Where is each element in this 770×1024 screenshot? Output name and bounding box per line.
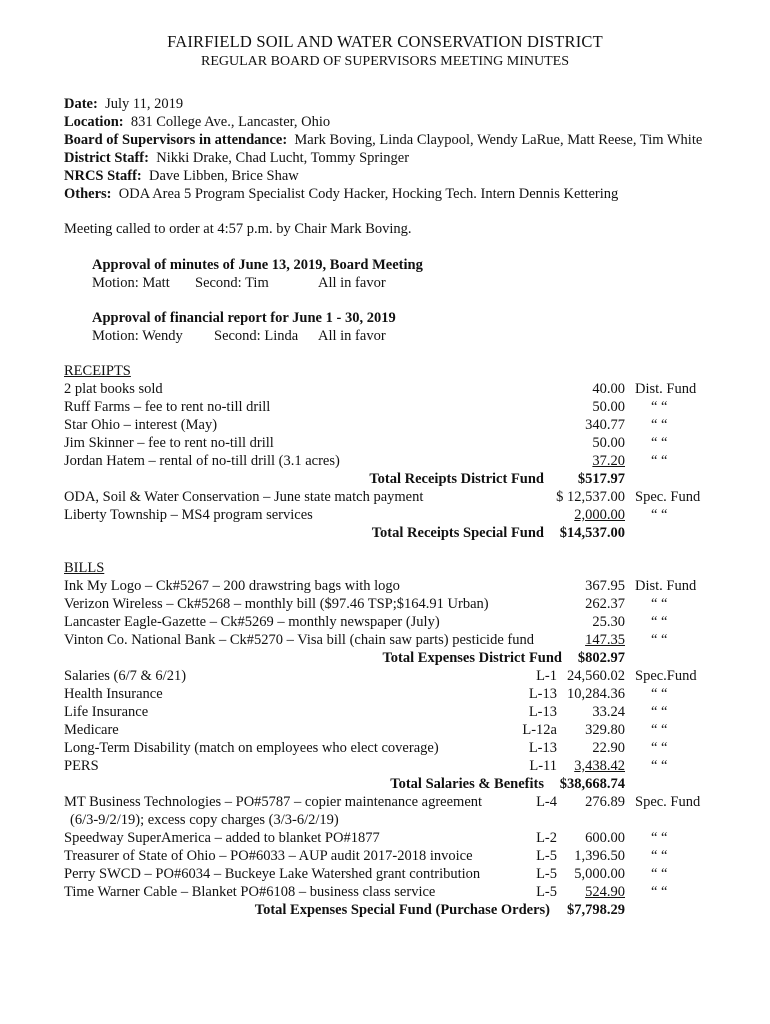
list-item: ODA, Soil & Water Conservation – June state match payment <box>64 489 424 505</box>
fund: Spec. Fund <box>635 489 701 505</box>
receipts-special-total-label: Total Receipts Special Fund <box>371 525 544 541</box>
bills-salary-total: $38,668.74 <box>559 776 625 792</box>
fund: “ “ <box>651 435 668 451</box>
fund: “ “ <box>651 704 668 720</box>
list-item: Vinton Co. National Bank – Ck#5270 – Visa bill (chain saw parts) pesticide fund <box>64 632 534 648</box>
list-item: Time Warner Cable – Blanket PO#6108 – business class service <box>64 884 436 900</box>
amount: 276.89 <box>585 794 625 810</box>
amount: 33.24 <box>592 704 625 720</box>
code: L-11 <box>529 758 557 774</box>
fund: “ “ <box>651 758 668 774</box>
fund: Spec.Fund <box>635 668 697 684</box>
bills-po-total: $7,798.29 <box>567 902 625 918</box>
list-item: Treasurer of State of Ohio – PO#6033 – AUP audit 2017-2018 invoice <box>64 848 473 864</box>
fund: “ “ <box>651 884 668 900</box>
bills-po-total-label: Total Expenses Special Fund (Purchase Orders) <box>254 902 550 918</box>
list-item: Salaries (6/7 & 6/21) <box>64 668 187 684</box>
list-item: Liberty Township – MS4 program services <box>64 507 313 523</box>
list-item: MT Business Technologies – PO#5787 – copier maintenance agreement <box>64 794 483 810</box>
approval-minutes-heading: Approval of minutes of June 13, 2019, Board Meeting <box>92 257 423 273</box>
amount: 5,000.00 <box>574 866 625 882</box>
code: L-5 <box>536 884 557 900</box>
fund: “ “ <box>651 686 668 702</box>
amount: 340.77 <box>585 417 625 433</box>
fund: “ “ <box>651 417 668 433</box>
amount: 524.90 <box>585 884 625 900</box>
bills-district-total: $802.97 <box>577 650 625 666</box>
list-item: Ruff Farms – fee to rent no-till drill <box>64 399 271 415</box>
document-subtitle: REGULAR BOARD OF SUPERVISORS MEETING MINUTES <box>201 54 569 69</box>
approval-financial-result: All in favor <box>318 328 386 344</box>
receipts-district-total: $517.97 <box>577 471 625 487</box>
info-board: Board of Supervisors in attendance: Mark Boving, Linda Claypool, Wendy LaRue, Matt Reese, Tim White <box>64 132 703 148</box>
receipts-district-total-label: Total Receipts District Fund <box>369 471 544 487</box>
fund: “ “ <box>651 722 668 738</box>
bills-district-total-label: Total Expenses District Fund <box>382 650 562 666</box>
list-item: Perry SWCD – PO#6034 – Buckeye Lake Watershed grant contribution <box>64 866 481 882</box>
approval-minutes-motion: Motion: Matt <box>92 275 170 291</box>
fund: Dist. Fund <box>635 381 697 397</box>
approval-minutes-result: All in favor <box>318 275 386 291</box>
fund: Dist. Fund <box>635 578 697 594</box>
amount: 24,560.02 <box>567 668 625 684</box>
code: L-4 <box>536 794 557 810</box>
code: L-1 <box>536 668 557 684</box>
amount: $ 12,537.00 <box>556 489 625 505</box>
approval-minutes-second: Second: Tim <box>195 275 269 291</box>
approval-financial-second: Second: Linda <box>214 328 299 344</box>
fund: “ “ <box>651 740 668 756</box>
amount: 10,284.36 <box>567 686 625 702</box>
amount: 50.00 <box>592 399 625 415</box>
list-item: Star Ohio – interest (May) <box>64 417 218 433</box>
list-item: Lancaster Eagle-Gazette – Ck#5269 – monthly newspaper (July) <box>64 614 440 630</box>
info-nrcs-staff: NRCS Staff: Dave Libben, Brice Shaw <box>64 168 299 184</box>
code: L-5 <box>536 848 557 864</box>
bills-salary-total-label: Total Salaries & Benefits <box>390 776 544 792</box>
amount: 22.90 <box>592 740 625 756</box>
amount: 3,438.42 <box>574 758 625 774</box>
document-title: FAIRFIELD SOIL AND WATER CONSERVATION DISTRICT <box>167 32 603 51</box>
info-location: Location: 831 College Ave., Lancaster, Ohio <box>64 114 331 130</box>
list-item: Life Insurance <box>64 704 149 720</box>
list-item: Verizon Wireless – Ck#5268 – monthly bill ($97.46 TSP;$164.91 Urban) <box>64 596 489 612</box>
amount: 40.00 <box>592 381 625 397</box>
code: L-13 <box>528 740 557 756</box>
list-item-continued: (6/3-9/2/19); excess copy charges (3/3-6/2/19) <box>70 812 339 828</box>
fund: Spec. Fund <box>635 794 701 810</box>
list-item: Long-Term Disability (match on employees who elect coverage) <box>64 740 439 756</box>
list-item: PERS <box>64 758 99 774</box>
list-item: Health Insurance <box>64 686 163 702</box>
list-item: Medicare <box>64 722 119 738</box>
info-district-staff: District Staff: Nikki Drake, Chad Lucht, Tommy Springer <box>64 150 410 166</box>
amount: 600.00 <box>585 830 625 846</box>
receipts-heading: RECEIPTS <box>64 363 131 379</box>
amount: 367.95 <box>585 578 625 594</box>
list-item: 2 plat books sold <box>64 381 163 397</box>
fund: “ “ <box>651 596 668 612</box>
fund: “ “ <box>651 453 668 469</box>
fund: “ “ <box>651 848 668 864</box>
amount: 25.30 <box>592 614 625 630</box>
fund: “ “ <box>651 507 668 523</box>
fund: “ “ <box>651 614 668 630</box>
fund: “ “ <box>651 830 668 846</box>
list-item: Jordan Hatem – rental of no-till drill (3.1 acres) <box>64 453 340 469</box>
list-item: Speedway SuperAmerica – added to blanket PO#1877 <box>64 830 380 846</box>
code: L-13 <box>528 704 557 720</box>
approval-financial-motion: Motion: Wendy <box>92 328 183 344</box>
list-item: Jim Skinner – fee to rent no-till drill <box>64 435 274 451</box>
amount: 37.20 <box>592 453 625 469</box>
bills-heading: BILLS <box>64 560 105 576</box>
code: L-5 <box>536 866 557 882</box>
list-item: Ink My Logo – Ck#5267 – 200 drawstring bags with logo <box>64 578 400 594</box>
amount: 262.37 <box>585 596 625 612</box>
fund: “ “ <box>651 399 668 415</box>
amount: 50.00 <box>592 435 625 451</box>
amount: 147.35 <box>585 632 625 648</box>
code: L-2 <box>536 830 557 846</box>
fund: “ “ <box>651 632 668 648</box>
approval-financial-heading: Approval of financial report for June 1 - 30, 2019 <box>92 310 396 326</box>
info-date: Date: July 11, 2019 <box>64 96 184 112</box>
code: L-13 <box>528 686 557 702</box>
code: L-12a <box>522 722 557 738</box>
receipts-special-total: $14,537.00 <box>559 525 625 541</box>
call-to-order: Meeting called to order at 4:57 p.m. by Chair Mark Boving. <box>64 221 412 237</box>
amount: 2,000.00 <box>574 507 625 523</box>
amount: 329.80 <box>585 722 625 738</box>
info-others: Others: ODA Area 5 Program Specialist Cody Hacker, Hocking Tech. Intern Dennis Kettering <box>64 186 619 202</box>
amount: 1,396.50 <box>574 848 625 864</box>
fund: “ “ <box>651 866 668 882</box>
